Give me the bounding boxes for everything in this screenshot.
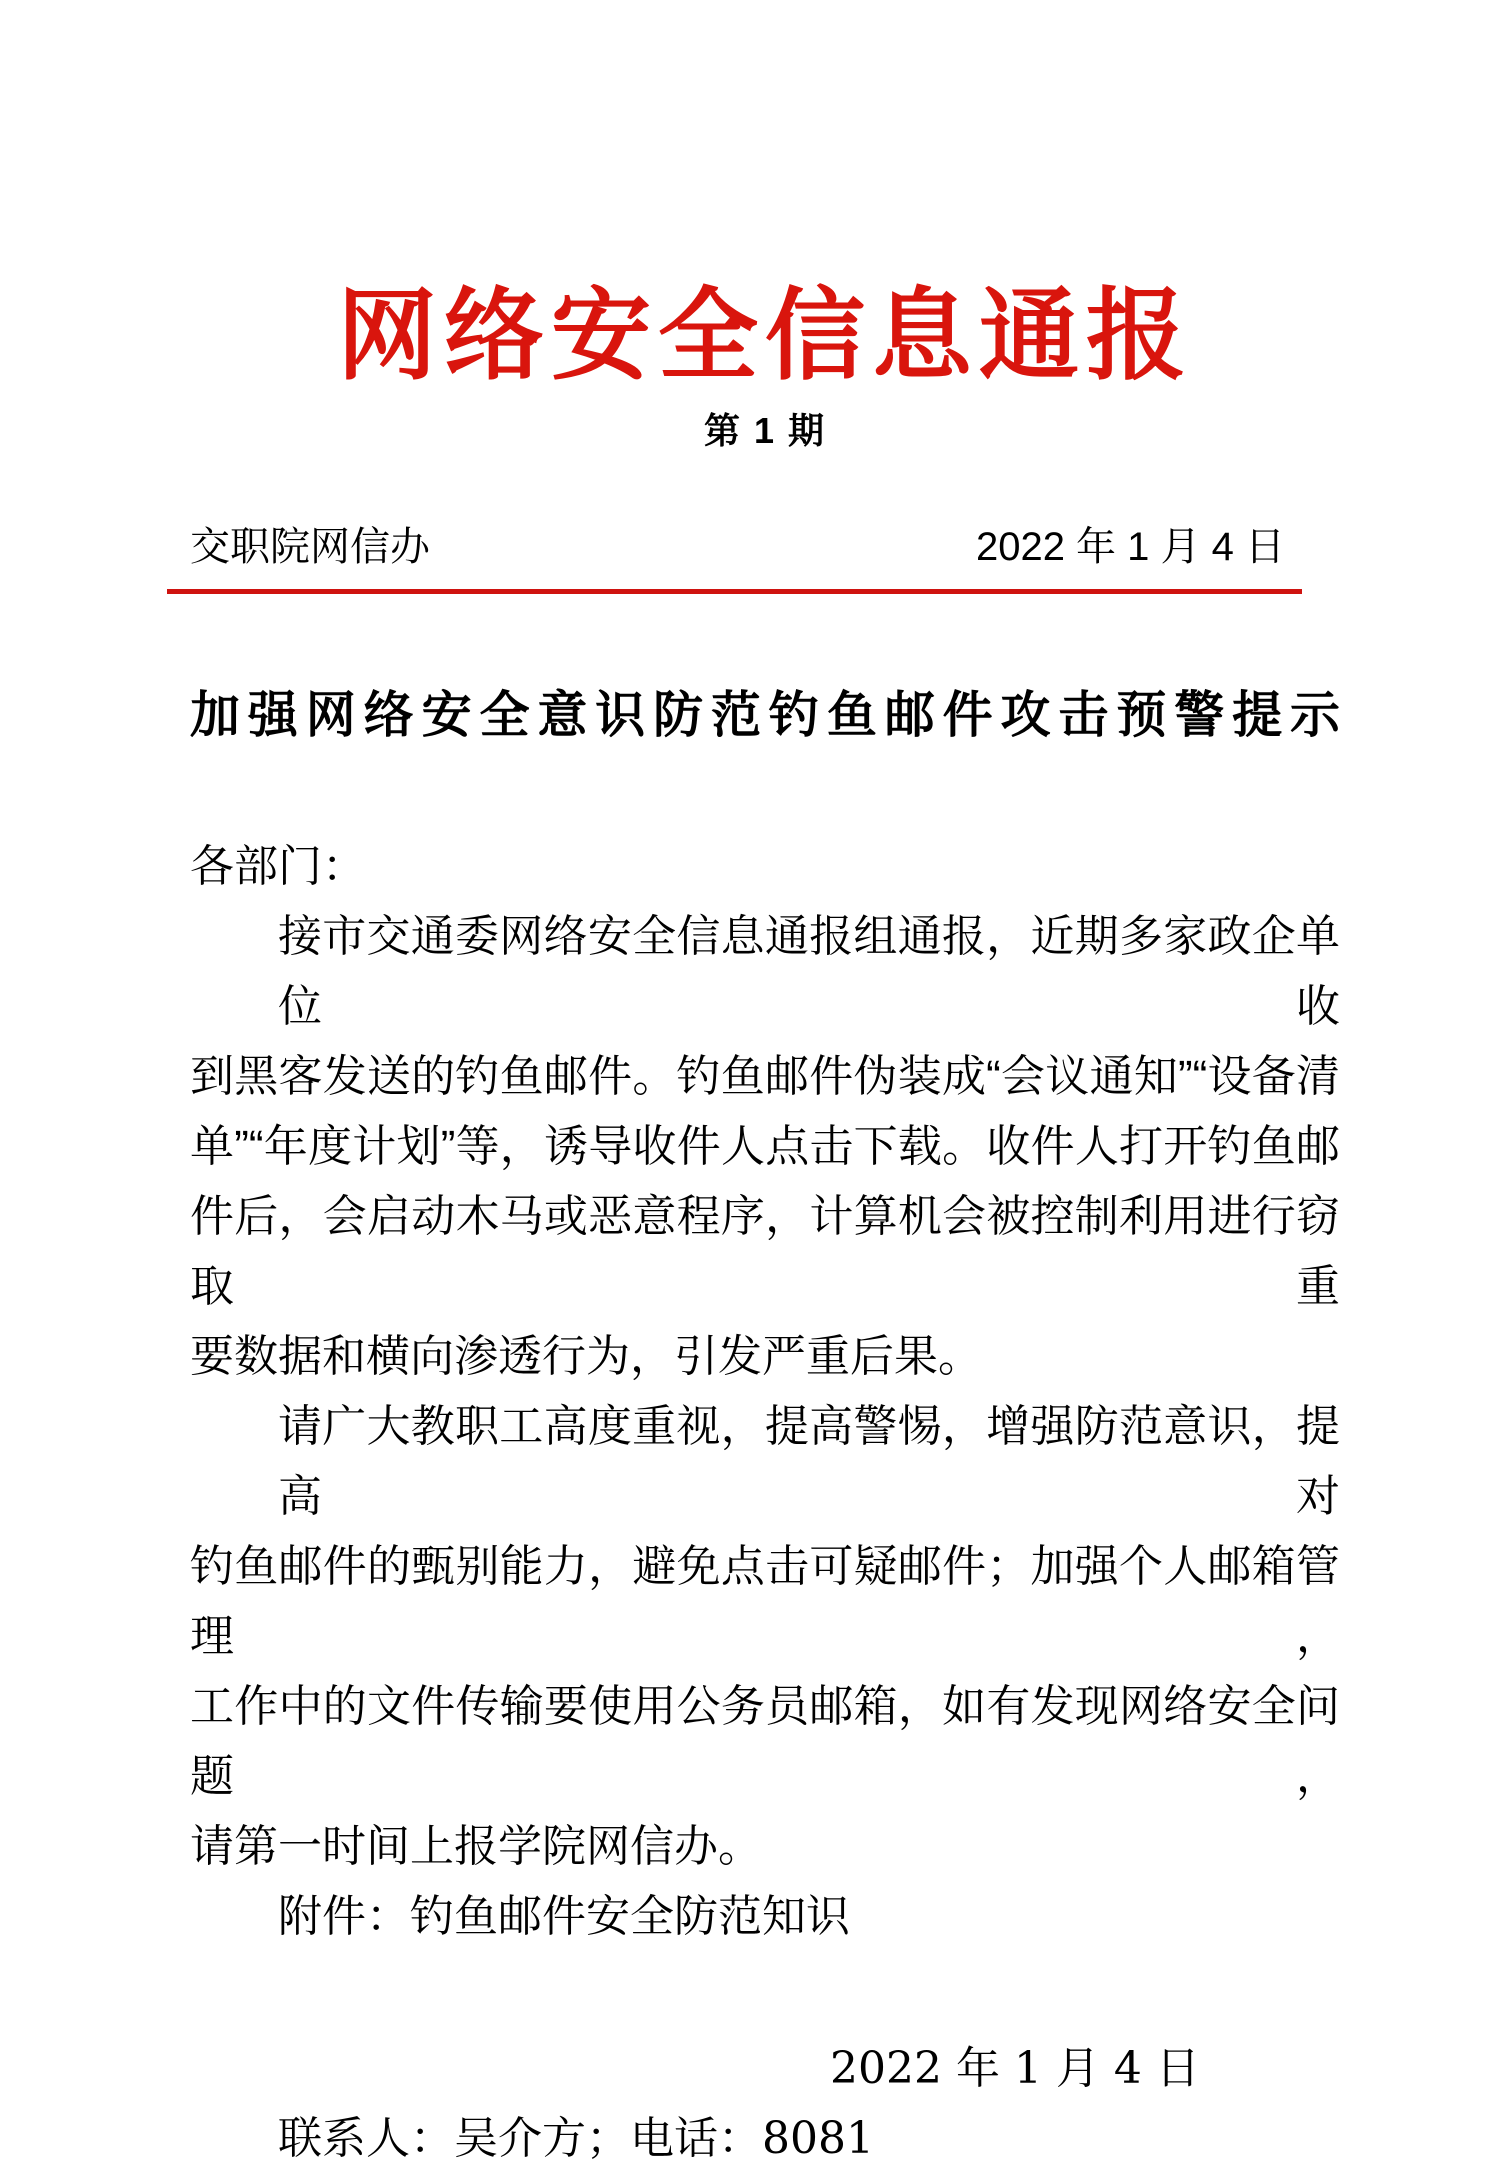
paragraph-line: 件后，会启动木马或恶意程序，计算机会被控制利用进行窃取重 [190,1192,1340,1311]
header-date: 2022 年 1 月 4 日 [975,525,1285,569]
notice-body [190,832,1340,1952]
red-divider-rule [167,589,1302,594]
salutation: 各部门： [190,842,366,891]
paragraph-line: 单”“年度计划”等，诱导收件人点击下载。收件人打开钓鱼邮 [190,1122,1340,1171]
paragraph-line: 到黑客发送的钓鱼邮件。钓鱼邮件伪装成“会议通知”“设备清 [190,1052,1340,1101]
issue-number: 第 1 期 [703,410,827,451]
paragraph-line: 接市交通委网络安全信息通报组通报，近期多家政企单位收 [278,912,1340,1031]
attachment-line: 附件：钓鱼邮件安全防范知识 [278,1892,850,1941]
issuer-name: 交职院网信办 [190,525,430,569]
paragraph-line: 工作中的文件传输要使用公务员邮箱，如有发现网络安全问题， [190,1682,1340,1801]
notice-heading: 加强网络安全意识防范钓鱼邮件攻击预警提示 [190,687,1340,743]
contact-label: 联系人：吴介方；电话： [278,2114,762,2163]
signature-date: 2022 年 1 月 4 日 [830,2043,1200,2094]
paragraph-line: 请第一时间上报学院网信办。 [190,1822,762,1871]
contact-line [190,2104,1340,2174]
paragraph-line: 请广大教职工高度重视，提高警惕，增强防范意识，提高对 [278,1402,1340,1521]
contact-phone: 8081 [762,2113,874,2164]
meta-row [190,521,1340,573]
bulletin-title: 网络安全信息通报 [337,276,1193,394]
paragraph-line: 要数据和横向渗透行为，引发严重后果。 [190,1332,982,1381]
paragraph-line: 钓鱼邮件的甄别能力，避免点击可疑邮件；加强个人邮箱管理， [190,1542,1340,1661]
